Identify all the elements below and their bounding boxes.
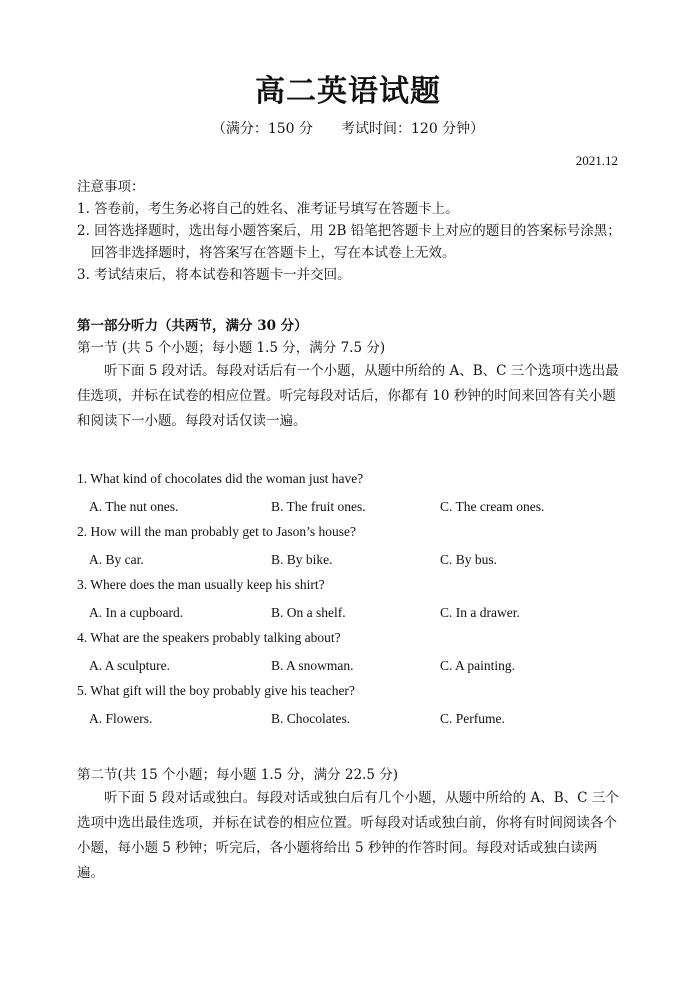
option-b: B. On a shelf.	[271, 605, 346, 620]
option-a: A. The nut ones.	[89, 499, 179, 514]
part1-section	[77, 315, 622, 434]
option-b: B. The fruit ones.	[271, 499, 366, 514]
question-text: 5. What gift will the boy probably give his teacher?	[77, 683, 355, 698]
section2	[77, 764, 622, 886]
note-item: 3. 考试结束后，将本试卷和答题卡一并交回。	[77, 267, 351, 283]
option-b: B. Chocolates.	[271, 711, 351, 726]
option-c: C. In a drawer.	[440, 605, 520, 620]
question-item	[77, 681, 637, 734]
option-a: A. In a cupboard.	[89, 605, 184, 620]
exam-date: 2021.12	[575, 153, 618, 168]
note-item: 1. 答卷前，考生务必将自己的姓名、准考证号填写在答题卡上。	[77, 201, 459, 217]
notes-section	[77, 176, 622, 286]
option-a: A. By car.	[89, 552, 144, 567]
note-item: 2. 回答选择题时，选出每小题答案后，用 2B 铅笔把答题卡上对应的题目的答案标号涂黑；	[77, 223, 621, 239]
question-text: 4. What are the speakers probably talking about?	[77, 630, 341, 645]
section2-heading: 第二节(共 15 个小题；每小题 1.5 分，满分 22.5 分)	[77, 767, 398, 783]
question-text: 3. Where does the man usually keep his shirt?	[77, 577, 325, 592]
question-item	[77, 522, 637, 575]
question-item	[77, 469, 637, 522]
note-item: 回答非选择题时，将答案写在答题卡上，写在本试卷上无效。	[91, 245, 456, 261]
question-text: 2. How will the man probably get to Jason’s house?	[77, 524, 356, 539]
option-b: B. A snowman.	[271, 658, 354, 673]
question-list	[77, 469, 637, 734]
option-c: C. Perfume.	[440, 711, 505, 726]
exam-title: 高二英语试题	[255, 74, 441, 109]
option-c: C. A painting.	[440, 658, 516, 673]
question-item	[77, 628, 637, 681]
option-c: C. By bus.	[440, 552, 498, 567]
option-c: C. The cream ones.	[440, 499, 545, 514]
option-a: A. Flowers.	[89, 711, 153, 726]
section1-instructions: 听下面 5 段对话。每段对话后有一个小题，从题中所给的 A、B、C 三个选项中选出最佳选项，并标在试卷的相应位置。听完每段对话后，你都有 10 秒钟的时间来回答有关小题和阅读下一小题。每段对话仅读一遍。	[77, 363, 619, 429]
option-a: A. A sculpture.	[89, 658, 170, 673]
full-score: （满分：150 分	[211, 121, 313, 137]
part1-heading: 第一部分听力（共两节，满分 30 分）	[77, 318, 308, 334]
option-b: B. By bike.	[271, 552, 333, 567]
section2-instructions: 听下面 5 段对话或独白。每段对话或独白后有几个小题，从题中所给的 A、B、C 三个选项中选出最佳选项，并标在试卷的相应位置。听每段对话或独白前，你将有时间阅读各个小题，每小题 5 秒钟；听完后，各小题将给出 5 秒钟的作答时间。每段对话或独白读两遍。	[77, 790, 619, 881]
section1-heading: 第一节 (共 5 个小题；每小题 1.5 分，满分 7.5 分)	[77, 340, 386, 356]
question-item	[77, 575, 637, 628]
notes-heading: 注意事项：	[77, 179, 145, 195]
question-text: 1. What kind of chocolates did the woman just have?	[77, 471, 364, 486]
exam-duration: 考试时间：120 分钟）	[341, 121, 485, 137]
exam-subtitle	[0, 120, 696, 138]
